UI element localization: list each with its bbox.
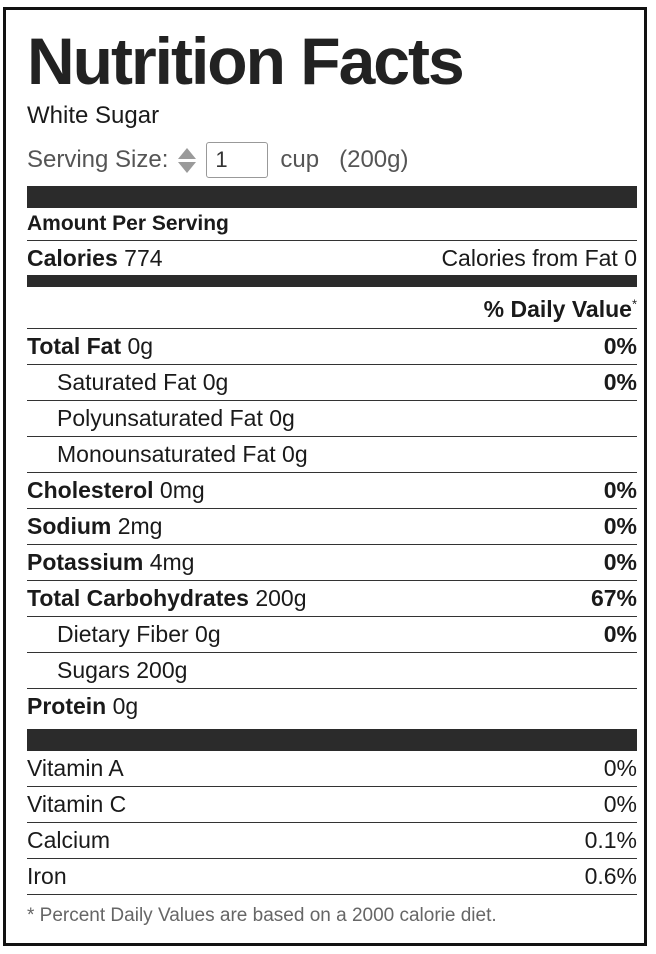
label-title: Nutrition Facts <box>27 24 463 98</box>
nutrient-label: Cholesterol <box>27 476 154 503</box>
nutrient-label: Sugars 200g <box>57 656 188 683</box>
nutrient-row-polyunsaturated-fat <box>27 401 637 435</box>
vitamin-row <box>27 787 637 821</box>
nutrient-amount: 0g <box>112 692 139 719</box>
calories-value: 774 <box>124 244 163 271</box>
nutrient-label: Total Carbohydrates <box>27 584 249 611</box>
vitamin-label: Iron <box>27 862 67 889</box>
nutrient-row-total-carbohydrates <box>27 581 637 615</box>
nutrient-label: Potassium <box>27 548 144 575</box>
vitamin-label: Vitamin C <box>27 790 127 817</box>
nutrient-amount: 2mg <box>117 512 163 539</box>
nutrient-row-saturated-fat <box>27 365 637 399</box>
serving-size-row <box>27 140 408 180</box>
nutrition-label <box>3 7 647 946</box>
vitamin-row <box>27 751 637 785</box>
calories-row <box>27 241 637 275</box>
footnote: * Percent Daily Values are based on a 2000 calorie diet. <box>27 905 497 926</box>
nutrient-dv: 0% <box>603 332 637 359</box>
medium-divider <box>27 275 637 287</box>
vitamin-row <box>27 859 637 893</box>
nutrient-amount: 4mg <box>149 548 195 575</box>
serving-unit: cup <box>280 146 320 173</box>
nutrient-amount: 0mg <box>159 476 205 503</box>
vitamin-dv: 0% <box>603 790 637 817</box>
nutrient-label: Total Fat <box>27 332 122 359</box>
nutrient-dv: 0% <box>603 512 637 539</box>
nutrient-label: Dietary Fiber 0g <box>57 620 221 647</box>
daily-value-header: % Daily Value <box>483 295 632 322</box>
calories-from-fat: Calories from Fat 0 <box>441 244 637 271</box>
daily-value-asterisk: * <box>631 295 637 311</box>
nutrient-dv: 0% <box>603 620 637 647</box>
amount-per-serving-label: Amount Per Serving <box>27 212 229 235</box>
nutrient-row-sugars <box>27 653 637 687</box>
daily-value-header-row <box>27 290 637 328</box>
nutrient-row-dietary-fiber <box>27 617 637 651</box>
nutrient-dv: 67% <box>590 584 637 611</box>
divider <box>27 894 637 895</box>
amount-per-serving-row <box>27 208 637 240</box>
vitamin-dv: 0.1% <box>584 826 637 853</box>
nutrient-label: Monounsaturated Fat 0g <box>57 440 308 467</box>
nutrient-dv: 0% <box>603 368 637 395</box>
vitamin-row <box>27 823 637 857</box>
nutrient-amount: 200g <box>255 584 307 611</box>
serving-stepper-icon[interactable] <box>176 144 198 176</box>
nutrient-row-potassium <box>27 545 637 579</box>
nutrient-row-total-fat <box>27 329 637 363</box>
calories-label: Calories <box>27 244 118 271</box>
vitamin-label: Vitamin A <box>27 754 124 781</box>
nutrient-row-sodium <box>27 509 637 543</box>
nutrient-row-cholesterol <box>27 473 637 507</box>
nutrient-label: Saturated Fat 0g <box>57 368 229 395</box>
vitamin-dv: 0% <box>603 754 637 781</box>
thick-divider <box>27 729 637 751</box>
nutrient-label: Polyunsaturated Fat 0g <box>57 404 295 431</box>
nutrient-row-protein <box>27 689 637 723</box>
nutrient-dv: 0% <box>603 476 637 503</box>
nutrient-label: Protein <box>27 692 107 719</box>
nutrient-amount: 0g <box>127 332 154 359</box>
nutrient-dv: 0% <box>603 548 637 575</box>
thick-divider <box>27 186 637 208</box>
nutrient-row-monounsaturated-fat <box>27 437 637 471</box>
serving-quantity-input[interactable] <box>206 142 268 178</box>
vitamin-dv: 0.6% <box>584 862 637 889</box>
serving-size-label: Serving Size: <box>27 146 169 173</box>
nutrient-label: Sodium <box>27 512 112 539</box>
stepper-up-icon[interactable] <box>178 148 196 159</box>
stepper-down-icon[interactable] <box>178 162 196 173</box>
food-name: White Sugar <box>27 102 160 129</box>
serving-grams: (200g) <box>339 146 409 173</box>
vitamin-label: Calcium <box>27 826 111 853</box>
